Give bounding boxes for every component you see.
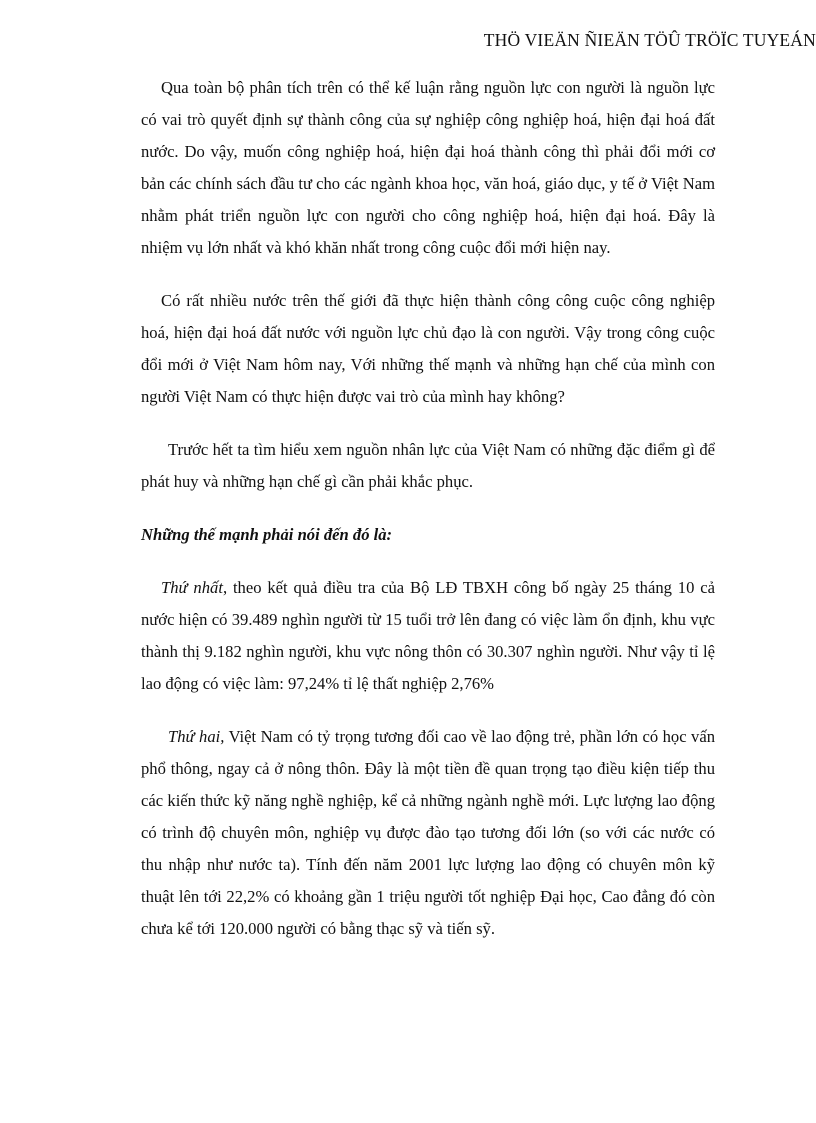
second-point-lead: Thứ hai, — [168, 727, 225, 746]
first-point-body: , theo kết quả điều tra của Bộ LĐ TBXH công bố ngày 25 tháng 10 cả nước hiện có 39.489 nghìn người từ 15 tuổi trở lên đang có việc làm ổn định, khu vực thành thị 9.182 nghìn người, khu vực nông thôn có 30.307 nghìn người. Như vậy tỉ lệ lao động có việc làm: 97,24% tỉ lệ thất nghiệp 2,76% — [141, 578, 715, 693]
second-point-body: Việt Nam có tỷ trọng tương đối cao về lao động trẻ, phần lớn có học vấn phổ thông, ngay cả ở nông thôn. Đây là một tiền đề quan trọng tạo điều kiện tiếp thu các kiến thức kỹ năng nghề nghiệp, kể cả những ngành nghề mới. Lực lượng lao động có trình độ chuyên môn, nghiệp vụ được đào tạo tương đối lớn (so với các nước có thu nhập như nước ta). Tính đến năm 2001 lực lượng lao động có chuyên môn kỹ thuật lên tới 22,2% có khoảng gần 1 triệu người tốt nghiệp Đại học, Cao đẳng đó còn chưa kể tới 120.000 người có bằng thạc sỹ và tiến sỹ. — [141, 727, 716, 938]
paragraph-question: Có rất nhiều nước trên thế giới đã thực hiện thành công công cuộc công nghiệp hoá, hiện đại hoá đất nước với nguồn lực chủ đạo là con người. Vậy trong công cuộc đổi mới ở Việt Nam hôm nay, Với những thế mạnh và những hạn chế của mình con người Việt Nam có thực hiện được vai trò của mình hay không? — [141, 291, 715, 406]
page-header: THÖ VIEÄN ÑIEÄN TÖÛ TRÖÏC TUYEÁN — [483, 30, 816, 50]
paragraph-conclusion: Qua toàn bộ phân tích trên có thể kế luận rằng nguồn lực con người là nguồn lực có vai trò quyết định sự thành công của sự nghiệp công nghiệp hoá, hiện đại hoá đất nước. Do vậy, muốn công nghiệp hoá, hiện đại hoá thành công thì phải đổi mới cơ bản các chính sách đầu tư cho các ngành khoa học, văn hoá, giáo dục, y tế ở Việt Nam nhằm phát triển nguồn lực con người cho công nghiệp hoá, hiện đại hoá. Đây là nhiệm vụ lớn nhất và khó khăn nhất trong công cuộc đổi mới hiện nay. — [141, 78, 715, 257]
document-body — [141, 72, 715, 966]
paragraph-intro: Trước hết ta tìm hiểu xem nguồn nhân lực của Việt Nam có những đặc điểm gì để phát huy và những hạn chế gì cần phải khắc phục. — [141, 440, 715, 491]
section-heading: Những thế mạnh phải nói đến đó là: — [141, 525, 393, 544]
paragraph-second-point — [141, 721, 715, 945]
paragraph-first-point — [141, 572, 715, 700]
first-point-lead: Thứ nhất — [161, 578, 223, 597]
